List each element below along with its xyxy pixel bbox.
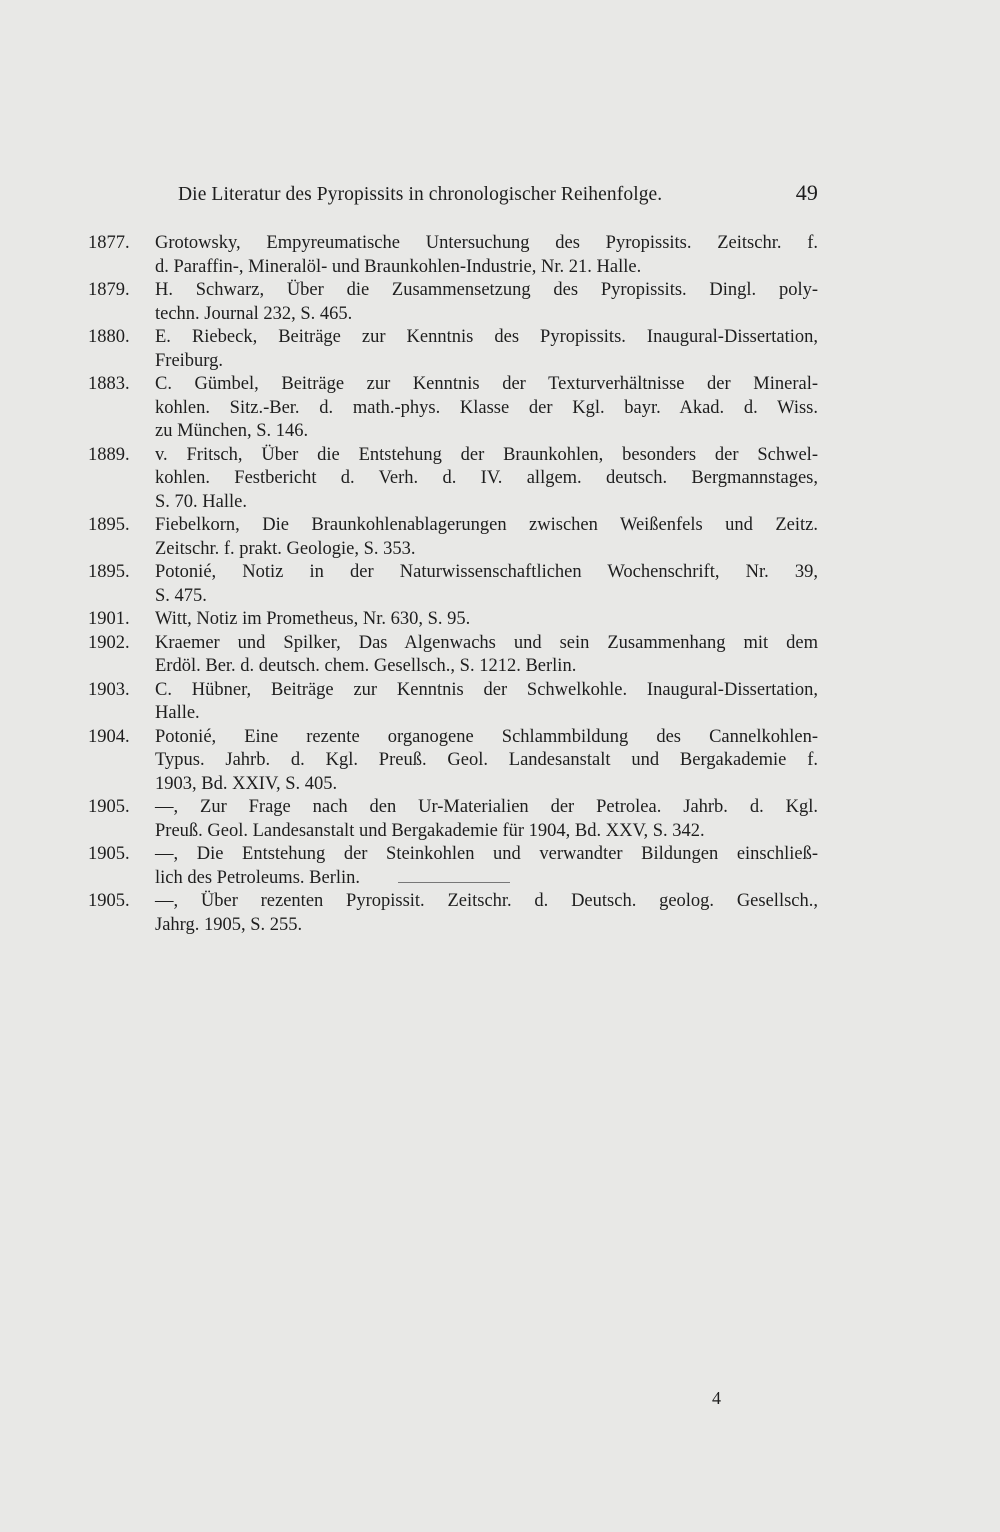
entry-line: —, Zur Frage nach den Ur-Materialien der Petrolea. Jahrb. d. Kgl.: [155, 797, 818, 817]
entry-line: v. Fritsch, Über die Entstehung der Braunkohlen, besonders der Schwel-: [155, 444, 818, 465]
entry-year: 1877.: [88, 233, 130, 253]
closing-rule: [398, 882, 510, 883]
entry-text: [155, 679, 818, 726]
entry-year: 1903.: [88, 679, 130, 700]
bibliography-entry: [88, 608, 818, 632]
entry-line: Halle.: [155, 703, 200, 723]
entry-line: H. Schwarz, Über die Zusammensetzung des Pyropissits. Dingl. poly-: [155, 280, 818, 300]
entry-line: Freiburg.: [155, 350, 224, 371]
entry-line: Jahrg. 1905, S. 255.: [155, 914, 303, 935]
entry-line: d. Paraffin-, Mineralöl- und Braunkohlen-Industrie, Nr. 21. Halle.: [155, 256, 642, 277]
running-header: [178, 180, 818, 206]
entry-text: [155, 326, 818, 373]
entry-line: Erdöl. Ber. d. deutsch. chem. Gesellsch., S. 1212. Berlin.: [155, 656, 577, 676]
entry-line: S. 70. Halle.: [155, 491, 247, 512]
entry-line: —, Über rezenten Pyropissit. Zeitschr. d. Deutsch. geolog. Gesellsch.,: [155, 891, 818, 911]
entry-line: Potonié, Eine rezente organogene Schlammbildung des Cannelkohlen-: [155, 726, 818, 747]
bibliography-entry: [88, 890, 818, 937]
entry-line: S. 475.: [155, 585, 207, 606]
entry-year: 1905.: [88, 891, 130, 911]
running-title: Die Literatur des Pyropissits in chronologischer Reihenfolge.: [178, 184, 663, 205]
entry-line: E. Riebeck, Beiträge zur Kenntnis des Pyropissits. Inaugural-Dissertation,: [155, 327, 818, 347]
entry-year: 1902.: [88, 632, 130, 653]
signature-number: 4: [712, 1388, 721, 1408]
entry-line: Potonié, Notiz in der Naturwissenschaftlichen Wochenschrift, Nr. 39,: [155, 562, 818, 582]
entry-line: Preuß. Geol. Landesanstalt und Bergakademie für 1904, Bd. XXV, S. 342.: [155, 820, 705, 841]
entry-line: Zeitschr. f. prakt. Geologie, S. 353.: [155, 538, 416, 559]
entry-line: Witt, Notiz im Prometheus, Nr. 630, S. 95.: [155, 609, 471, 629]
entry-line: kohlen. Festbericht d. Verh. d. IV. allgem. deutsch. Bergmannstages,: [155, 468, 818, 488]
bibliography-entry: [88, 326, 818, 373]
entry-text: [155, 561, 818, 608]
bibliography-entry: [88, 514, 818, 561]
bibliography-entry: [88, 232, 818, 279]
bibliography-entry: [88, 373, 818, 444]
entry-line: kohlen. Sitz.-Ber. d. math.-phys. Klasse der Kgl. bayr. Akad. d. Wiss.: [155, 397, 818, 418]
entry-year: 1905.: [88, 797, 130, 817]
entry-text: [155, 373, 818, 444]
entry-line: 1903, Bd. XXIV, S. 405.: [155, 773, 338, 794]
entry-line: Fiebelkorn, Die Braunkohlenablagerungen zwischen Weißenfels und Zeitz.: [155, 515, 818, 535]
entry-text: [155, 279, 818, 326]
entry-line: C. Hübner, Beiträge zur Kenntnis der Schwelkohle. Inaugural-Dissertation,: [155, 679, 818, 700]
entry-year: 1879.: [88, 280, 130, 300]
entry-year: 1883.: [88, 374, 130, 394]
entry-text: [155, 514, 818, 561]
bibliography-list: [88, 232, 818, 937]
entry-line: techn. Journal 232, S. 465.: [155, 303, 353, 324]
entry-line: Typus. Jahrb. d. Kgl. Preuß. Geol. Landesanstalt und Bergakademie f.: [155, 750, 818, 770]
entry-year: 1901.: [88, 609, 130, 629]
entry-line: Grotowsky, Empyreumatische Untersuchung des Pyropissits. Zeitschr. f.: [155, 233, 818, 253]
entry-text: [155, 796, 818, 843]
entry-line: Kraemer und Spilker, Das Algenwachs und sein Zusammenhang mit dem: [155, 632, 818, 653]
entry-text: [155, 632, 818, 679]
bibliography-entry: [88, 726, 818, 797]
entry-text: [155, 232, 818, 279]
entry-year: 1880.: [88, 327, 130, 347]
entry-text: [155, 890, 818, 937]
entry-line: lich des Petroleums. Berlin.: [155, 867, 361, 888]
bibliography-entry: [88, 679, 818, 726]
bibliography-entry: [88, 444, 818, 515]
entry-line: C. Gümbel, Beiträge zur Kenntnis der Texturverhältnisse der Mineral-: [155, 374, 818, 394]
bibliography-entry: [88, 632, 818, 679]
entry-line: —, Die Entstehung der Steinkohlen und verwandter Bildungen einschließ-: [155, 844, 818, 864]
bibliography-entry: [88, 796, 818, 843]
page-number: 49: [795, 180, 818, 205]
entry-line: zu München, S. 146.: [155, 421, 309, 441]
bibliography-entry: [88, 279, 818, 326]
bibliography-entry: [88, 561, 818, 608]
entry-text: [155, 726, 818, 797]
entry-year: 1889.: [88, 444, 130, 465]
entry-text: [155, 608, 818, 632]
entry-text: [155, 444, 818, 515]
entry-year: 1904.: [88, 726, 130, 747]
entry-year: 1895.: [88, 562, 130, 582]
entry-year: 1905.: [88, 844, 130, 864]
entry-year: 1895.: [88, 515, 130, 535]
